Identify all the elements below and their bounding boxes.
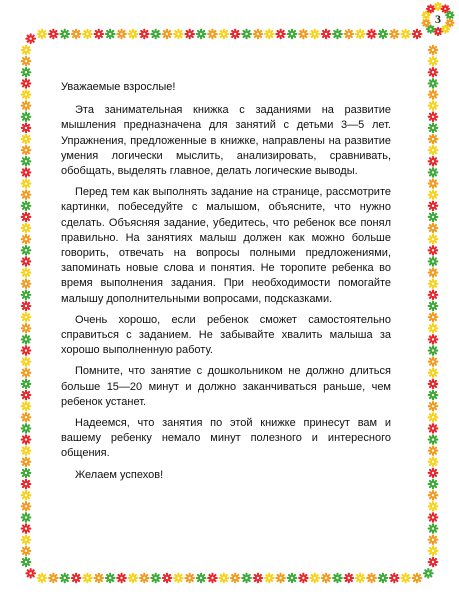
flower-icon <box>429 558 438 567</box>
flower-icon <box>345 574 354 583</box>
flower-icon <box>429 112 438 121</box>
flower-icon <box>429 146 438 155</box>
flower-icon <box>117 30 126 39</box>
flower-icon <box>429 68 438 77</box>
paragraph: Помните, что занятие с дошкольником не должно длиться больше 15—20 минут и должно заканчиваться раньше, чем ребенок устанет. <box>61 365 391 408</box>
flower-icon <box>197 30 206 39</box>
flower-icon <box>429 535 438 544</box>
flower-icon <box>231 30 240 39</box>
flower-icon <box>22 491 31 500</box>
flower-icon <box>185 574 194 583</box>
flower-icon <box>22 368 31 377</box>
flower-icon <box>242 30 251 39</box>
flower-icon <box>22 469 31 478</box>
flower-icon <box>288 574 297 583</box>
flower-icon <box>22 380 31 389</box>
flower-icon <box>22 202 31 211</box>
flower-icon <box>254 574 263 583</box>
flower-icon <box>429 502 438 511</box>
flower-icon <box>401 574 410 583</box>
closing-wish: Желаем успехов! <box>75 468 164 481</box>
flower-icon <box>379 30 388 39</box>
flower-icon <box>356 574 365 583</box>
flower-icon <box>299 574 308 583</box>
flower-icon <box>322 30 331 39</box>
flower-icon <box>429 446 438 455</box>
flower-icon <box>356 30 365 39</box>
flower-icon <box>429 368 438 377</box>
page-number: 3 <box>435 12 441 26</box>
paragraph: Эта занимательная книжка с заданиями на развитие мышления предназначена для занятий с детьми 3—5 лет. Упражнения, предложенные в книжке, направлены на развитие умения логически мыслить, анализировать, сравнивать, обобщать, выделять главное, делать логические выводы. <box>61 104 391 178</box>
flower-icon <box>254 30 263 39</box>
flower-icon <box>429 458 438 467</box>
page-number-badge <box>421 2 455 36</box>
paragraph: Очень хорошо, если ребенок сможет самостоятельно справиться с заданием. Не забывайте хвалить малыша за хорошо выполненную работу. <box>61 313 391 357</box>
flower-icon <box>22 46 31 55</box>
flower-icon <box>117 574 126 583</box>
flower-icon <box>429 202 438 211</box>
flower-icon <box>299 30 308 39</box>
flower-icon <box>22 157 31 166</box>
flower-icon <box>429 380 438 389</box>
flower-icon <box>429 90 438 99</box>
flower-icon <box>22 68 31 77</box>
flower-icon <box>60 30 69 39</box>
flower-icon <box>429 279 438 288</box>
flower-icon <box>429 101 438 110</box>
flower-icon <box>26 569 35 578</box>
flower-icon <box>429 480 438 489</box>
flower-icon <box>22 435 31 444</box>
flower-icon <box>429 179 438 188</box>
flower-icon <box>83 574 92 583</box>
flower-icon <box>429 524 438 533</box>
flower-icon <box>140 30 149 39</box>
flower-icon <box>22 413 31 422</box>
flower-icon <box>429 424 438 433</box>
flower-icon <box>322 574 331 583</box>
flower-icon <box>22 302 31 311</box>
flower-icon <box>424 569 433 578</box>
flower-icon <box>22 224 31 233</box>
flower-icon <box>129 574 138 583</box>
paragraph: Перед тем как выполнять задание на странице, рассмотрите картинки, побеседуйте с малышом, объясните, что нужно сделать. Объясняя задание, убедитесь, что ребенок все понял правильно. На занятиях малыш должен как можно больше говорить, отвечать на вопросы полными предложениями, запоминать новые слова и понятия. Не торопите ребенка во время выполнения задания. При необходимости помогайте малышу дополнительными вопросами, подсказками. <box>61 186 391 305</box>
flower-icon <box>22 112 31 121</box>
flower-icon <box>22 90 31 99</box>
flower-icon <box>22 135 31 144</box>
flower-icon <box>22 502 31 511</box>
flower-icon <box>310 30 319 39</box>
flower-icon <box>429 135 438 144</box>
flower-icon <box>429 491 438 500</box>
flower-icon <box>429 246 438 255</box>
flower-icon <box>429 547 438 556</box>
flower-icon <box>390 30 399 39</box>
flower-icon <box>434 3 441 10</box>
flower-icon <box>401 30 410 39</box>
flower-icon <box>367 30 376 39</box>
flower-icon <box>185 30 194 39</box>
flower-icon <box>429 213 438 222</box>
flower-icon <box>429 79 438 88</box>
flower-icon <box>22 480 31 489</box>
flower-icon <box>345 30 354 39</box>
flower-icon <box>72 574 81 583</box>
flower-icon <box>429 335 438 344</box>
flower-icon <box>22 146 31 155</box>
flower-icon <box>22 357 31 366</box>
flower-icon <box>22 402 31 411</box>
flower-icon <box>22 257 31 266</box>
flower-icon <box>163 574 172 583</box>
flower-icon <box>26 34 35 43</box>
flower-icon <box>22 324 31 333</box>
flower-icon <box>22 268 31 277</box>
flower-icon <box>429 190 438 199</box>
flower-icon <box>22 535 31 544</box>
flower-icon <box>22 558 31 567</box>
flower-icon <box>429 324 438 333</box>
flower-icon <box>429 302 438 311</box>
flower-icon <box>22 313 31 322</box>
flower-icon <box>413 30 422 39</box>
flower-icon <box>106 574 115 583</box>
flower-icon <box>429 46 438 55</box>
flower-icon <box>429 235 438 244</box>
flower-icon <box>151 30 160 39</box>
flower-icon <box>22 513 31 522</box>
flower-icon <box>242 574 251 583</box>
flower-icon <box>129 30 138 39</box>
flower-icon <box>38 30 47 39</box>
flower-icon <box>22 391 31 400</box>
flower-icon <box>22 235 31 244</box>
flower-icon <box>429 57 438 66</box>
flower-icon <box>49 30 58 39</box>
flower-icon <box>140 574 149 583</box>
flower-icon <box>429 168 438 177</box>
flower-icon <box>434 28 441 35</box>
flower-icon <box>95 574 104 583</box>
flower-icon <box>22 79 31 88</box>
flower-icon <box>208 30 217 39</box>
flower-icon <box>429 157 438 166</box>
flower-icon <box>310 574 319 583</box>
flower-icon <box>429 469 438 478</box>
flower-icon <box>22 524 31 533</box>
flower-icon <box>22 57 31 66</box>
greeting-heading: Уважаемые взрослые! <box>61 81 176 93</box>
flower-icon <box>379 574 388 583</box>
flower-icon <box>231 574 240 583</box>
flower-icon <box>333 574 342 583</box>
flower-icon <box>106 30 115 39</box>
flower-icon <box>174 574 183 583</box>
flower-icon <box>208 574 217 583</box>
flower-icon <box>276 30 285 39</box>
flower-icon <box>367 574 376 583</box>
flower-icon <box>22 168 31 177</box>
flower-icon <box>22 190 31 199</box>
flower-icon <box>429 268 438 277</box>
flower-icon <box>390 574 399 583</box>
flower-icon <box>429 413 438 422</box>
flower-icon <box>83 30 92 39</box>
flower-icon <box>276 574 285 583</box>
flower-icon <box>22 279 31 288</box>
flower-icon <box>38 574 47 583</box>
flower-icon <box>22 335 31 344</box>
flower-icon <box>22 213 31 222</box>
flower-icon <box>429 513 438 522</box>
flower-icon <box>22 547 31 556</box>
flower-icon <box>22 291 31 300</box>
flower-icon <box>429 402 438 411</box>
flower-icon <box>174 30 183 39</box>
flower-icon <box>333 30 342 39</box>
flower-icon <box>60 574 69 583</box>
flower-icon <box>429 124 438 133</box>
flower-icon <box>22 124 31 133</box>
letter-body <box>61 80 391 489</box>
flower-icon <box>72 30 81 39</box>
flower-icon <box>49 574 58 583</box>
flower-icon <box>22 458 31 467</box>
flower-icon <box>220 574 229 583</box>
flower-icon <box>429 357 438 366</box>
flower-icon <box>429 291 438 300</box>
flower-icon <box>22 101 31 110</box>
flower-icon <box>288 30 297 39</box>
flower-icon <box>163 30 172 39</box>
flower-icon <box>429 224 438 233</box>
flower-icon <box>22 424 31 433</box>
flower-icon <box>220 30 229 39</box>
flower-icon <box>429 346 438 355</box>
flower-icon <box>429 391 438 400</box>
flower-icon <box>413 574 422 583</box>
flower-icon <box>22 446 31 455</box>
flower-icon <box>95 30 104 39</box>
flower-icon <box>429 257 438 266</box>
flower-icon <box>22 246 31 255</box>
flower-icon <box>429 435 438 444</box>
paragraph: Надеемся, что занятия по этой книжке принесут вам и вашему ребенку немало минут полезного и интересного общения. <box>61 417 391 460</box>
flower-icon <box>22 346 31 355</box>
flower-icon <box>265 30 274 39</box>
flower-icon <box>22 179 31 188</box>
flower-icon <box>265 574 274 583</box>
flower-icon <box>197 574 206 583</box>
flower-icon <box>151 574 160 583</box>
flower-icon <box>429 313 438 322</box>
